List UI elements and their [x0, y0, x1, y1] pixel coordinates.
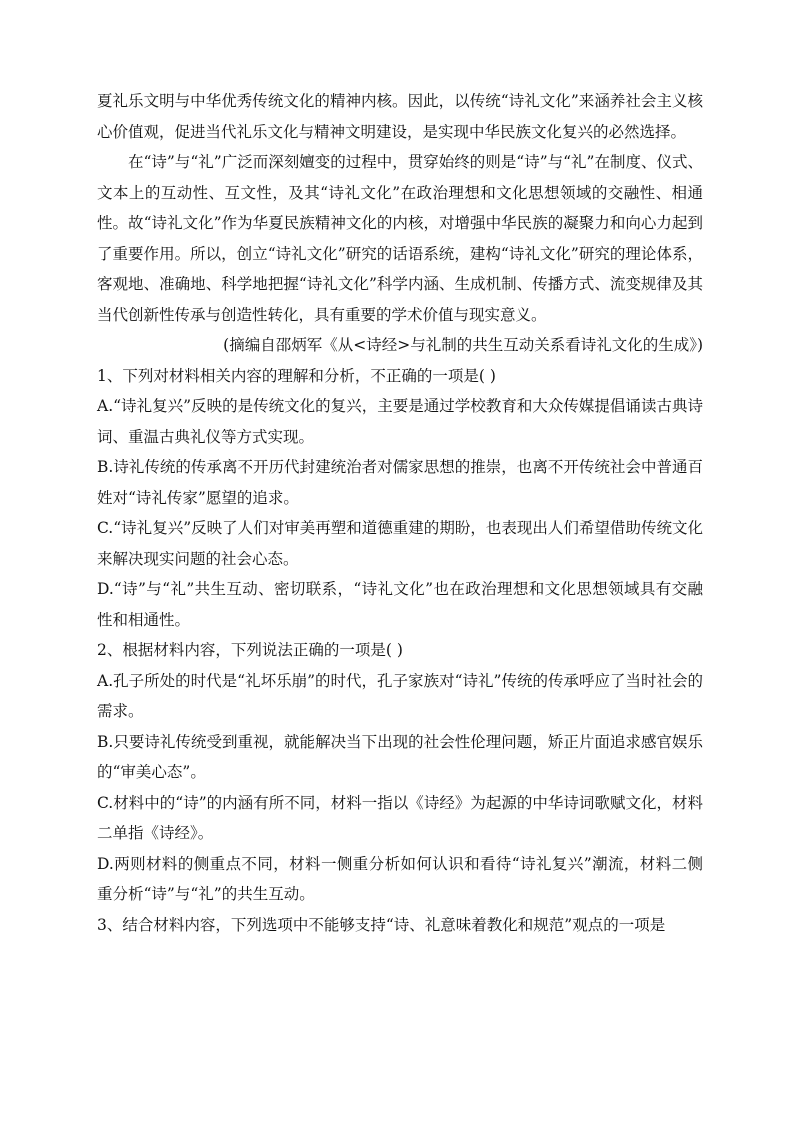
- question-1-option-a: A.“诗礼复兴”反映的是传统文化的复兴，主要是通过学校教育和大众传媒提倡诵读古典诗词、重温古典礼仪等方式实现。: [97, 397, 703, 446]
- page-content: [97, 86, 703, 940]
- question-2-option-c: C.材料中的“诗”的内涵有所不同，材料一指以《诗经》为起源的中华诗词歌赋文化，材料二单指《诗经》。: [97, 793, 703, 842]
- question-2-option-b: B.只要诗礼传统受到重视，就能解决当下出现的社会性伦理问题，矫正片面追求感官娱乐的“审美心态”。: [97, 732, 703, 781]
- passage: [97, 86, 703, 361]
- question-2-option-d: D.两则材料的侧重点不同，材料一侧重分析如何认识和看待“诗礼复兴”潮流，材料二侧重分析“诗”与“礼”的共生互动。: [97, 854, 703, 903]
- question-3-stem: 3、结合材料内容，下列选项中不能够支持“诗、礼意味着教化和规范”观点的一项是: [97, 915, 666, 934]
- passage-paragraph-2: 在“诗”与“礼”广泛而深刻嬗变的过程中，贯穿始终的则是“诗”与“礼”在制度、仪式、文本上的互动性、互文性，及其“诗礼文化”在政治理想和文化思想领域的交融性、相通性。故“诗礼文化”作为华夏民族精神文化的内核，对增强中华民族的凝聚力和向心力起到了重要作用。所以，创立“诗礼文化”研究的话语系统，建构“诗礼文化”研究的理论体系，客观地、准确地、科学地把握“诗礼文化”科学内涵、生成机制、传播方式、流变规律及其当代创新性传承与创造性转化，具有重要的学术价值与现实意义。: [97, 153, 703, 324]
- passage-paragraph-1: 夏礼乐文明与中华优秀传统文化的精神内核。因此，以传统“诗礼文化”来涵养社会主义核心价值观，促进当代礼乐文化与精神文明建设，是实现中华民族文化复兴的必然选择。: [97, 92, 703, 141]
- question-1-option-d: D.“诗”与“礼”共生互动、密切联系，“诗礼文化”也在政治理想和文化思想领域具有交融性和相通性。: [97, 580, 703, 629]
- question-2: [97, 635, 703, 910]
- question-1-stem: 1、下列对材料相关内容的理解和分析，不正确的一项是( ): [97, 366, 496, 385]
- question-3: [97, 910, 703, 941]
- question-2-stem: 2、根据材料内容，下列说法正确的一项是( ): [97, 641, 403, 659]
- question-1-option-b: B.诗礼传统的传承离不开历代封建统治者对儒家思想的推崇，也离不开传统社会中普通百姓对“诗礼传家”愿望的追求。: [97, 458, 703, 507]
- question-1: [97, 361, 703, 636]
- question-2-option-a: A.孔子所处的时代是“礼坏乐崩”的时代，孔子家族对“诗礼”传统的传承呼应了当时社会的需求。: [97, 671, 703, 720]
- question-1-option-c: C.“诗礼复兴”反映了人们对审美再塑和道德重建的期盼，也表现出人们希望借助传统文化来解决现实问题的社会心态。: [97, 519, 703, 568]
- passage-source: (摘编自邵炳军《从<诗经>与礼制的共生互动关系看诗礼文化的生成》): [223, 336, 703, 354]
